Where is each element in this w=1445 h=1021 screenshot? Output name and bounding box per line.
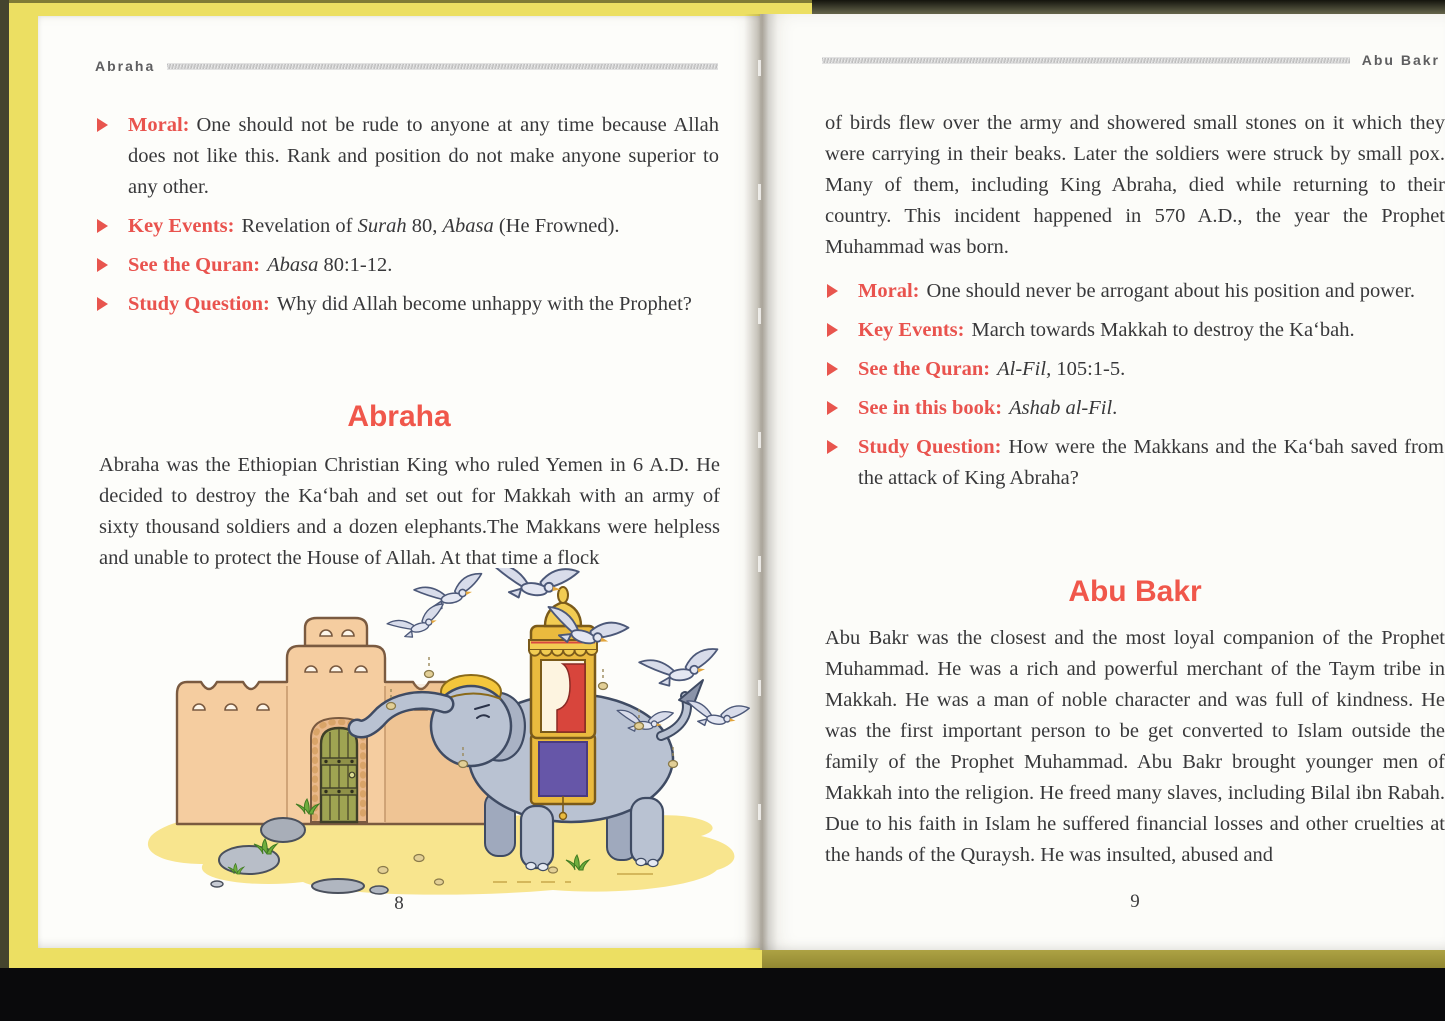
cover-spine-edge [0,0,9,968]
body-paragraph-left: Abraha was the Ethiopian Christian King who ruled Yemen in 6 A.D. He decided to destroy the Ka‘bah and set out for Makkah with an army of sixty thousand soldiers and a dozen elephants.The Makkans were helpless and unable to protect the House of Allah. At that time a flock [99,454,720,569]
body-paragraph-right: Abu Bakr was the closest and the most loyal companion of the Prophet Muhammad. He was a rich and powerful merchant of the Taym tribe in Makkah. He was a man of noble character and was full of kindness. He was the first important person to be get converted to Islam outside the family of the Prophet Muhammad. Abu Bakr brought younger men of Makkah into the religion. He freed many slaves, including Bilal ibn Rabah. Due to his faith in Islam he suffered financial losses and other cruelties at the hands of the Quraysh. He was insulted, abused and [825,627,1445,866]
bullet-arrow-icon [97,118,108,132]
bottom-black-strip [0,968,1445,1021]
bottom-olive-strip [762,948,1445,970]
bullet-body: Ashab al-Fil. [1009,397,1118,419]
header-rule-left [167,63,718,70]
bullet-text [128,215,620,237]
bullet-arrow-icon [827,323,838,337]
howdah [529,587,597,738]
header-rule-right [822,57,1350,64]
top-shadow-strip [812,0,1445,15]
running-head-right-label: Abu Bakr [1361,52,1440,68]
bullet-arrow-icon [827,440,838,454]
bullet-body: Al-Fil, 105:1-5. [997,358,1126,380]
section-title-abu-bakr: Abu Bakr [1068,575,1202,608]
running-head-left [95,58,718,74]
bullet-text [858,436,1444,489]
bullet-arrow-icon [827,401,838,415]
bullet-arrow-icon [827,284,838,298]
section-title-abraha: Abraha [347,400,451,433]
bullet-text [858,397,1117,419]
bullet-label: See the Quran: [858,358,991,380]
bullet-label: See the Quran: [128,254,261,276]
right-bullet-list [827,276,1444,502]
bullet-item [827,276,1444,307]
abraha-illustration [133,568,755,902]
bullet-label: Moral: [128,114,190,136]
bullet-item [97,211,719,242]
bullet-item [827,315,1444,346]
bullet-label: Key Events: [858,319,965,341]
bullet-body: Revelation of Surah 80, Abasa (He Frowned). [241,215,620,237]
bullet-body: One should never be arrogant about his position and power. [926,280,1415,302]
page-number-right: 9 [1130,891,1140,912]
bullet-body: Abasa 80:1-12. [267,254,393,276]
bullet-arrow-icon [97,219,108,233]
bullet-text [858,319,1355,341]
body-paragraph-right-top: of birds flew over the army and showered small stones on it which they were carrying in their beaks. Later the soldiers were struck by small pox. Many of them, including King Abraha, died while returning to their country. This incident happened in 570 A.D., the year the Prophet Muhammad was born. [825,112,1445,258]
bullet-item [97,250,719,281]
running-head-left-label: Abraha [95,58,156,74]
bullet-item [827,393,1444,424]
bullet-text [128,293,692,315]
bullet-label: Moral: [858,280,920,302]
running-head-right [822,52,1440,68]
bullet-label: Key Events: [128,215,235,237]
bullet-item [827,432,1444,494]
bullet-text [858,358,1125,380]
bullet-label: Study Question: [128,293,270,315]
bullet-item [97,110,719,203]
bullet-label: Study Question: [858,436,1002,458]
bullet-arrow-icon [97,258,108,272]
bullet-item [97,289,719,320]
bullet-text [128,254,392,276]
bullet-arrow-icon [827,362,838,376]
bullet-body: Why did Allah become unhappy with the Prophet? [276,293,692,315]
bullet-item [827,354,1444,385]
bullet-body: How were the Makkans and the Ka‘bah saved from the attack of King Abraha? [858,436,1444,489]
bullet-body: March towards Makkah to destroy the Ka‘bah. [971,319,1355,341]
bullet-text [128,114,719,198]
bullet-text [858,280,1415,302]
page-number-left: 8 [394,893,404,914]
bullet-label: See in this book: [858,397,1003,419]
gutter-stitching [758,60,761,910]
left-bullet-list [97,110,719,328]
bullet-body: One should not be rude to anyone at any time because Allah does not like this. Rank and position do not make anyone superior to any other. [128,114,719,198]
bullet-arrow-icon [97,297,108,311]
